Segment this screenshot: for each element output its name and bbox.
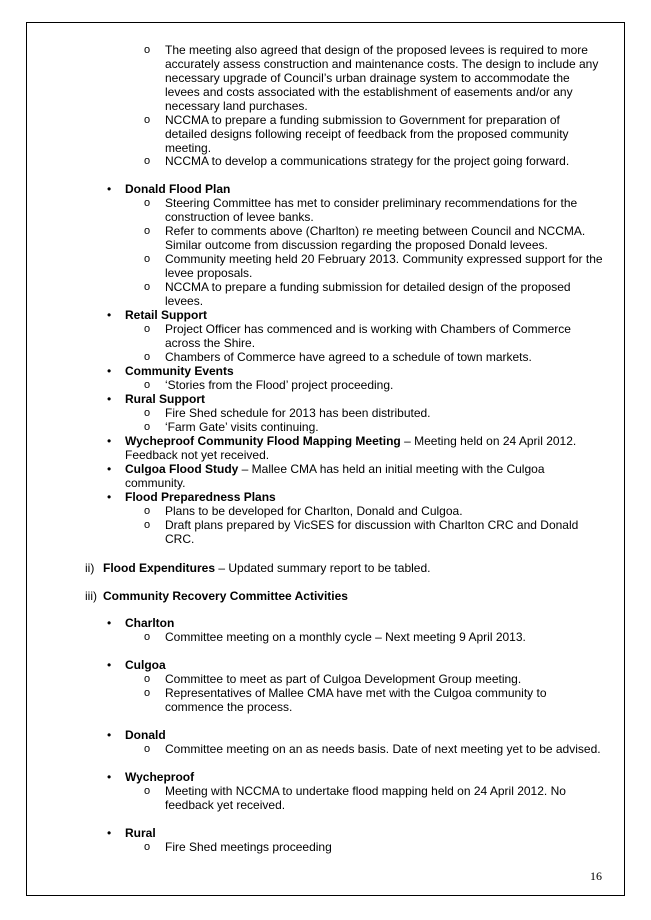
sub-bullet-marker: o <box>144 114 151 126</box>
bullet-marker: • <box>107 364 112 378</box>
bullet-detail: – Mallee CMA has held an initial meeting with the Culgoa <box>238 462 545 476</box>
sub-bullet-marker: o <box>144 281 151 293</box>
bullet-item <box>125 435 576 449</box>
sub-bullet-text: ‘Stories from the Flood’ project proceeding. <box>165 378 394 392</box>
bullet-marker: • <box>107 770 112 784</box>
section-item <box>103 590 348 604</box>
bullet-heading: Culgoa <box>125 658 166 672</box>
sub-bullet-text: NCCMA to develop a communications strategy for the project going forward. <box>165 154 570 168</box>
sub-bullet-text: Committee meeting on an as needs basis. Date of next meeting yet to be advised. <box>165 742 601 756</box>
sub-bullet-marker: o <box>144 421 151 433</box>
sub-bullet-marker: o <box>144 44 151 56</box>
bullet-marker: • <box>107 658 112 672</box>
bullet-marker: • <box>107 434 112 448</box>
sub-bullet-marker: o <box>144 743 151 755</box>
bullet-item <box>125 617 174 631</box>
sub-bullet-text: Draft plans prepared by VicSES for discussion with Charlton CRC and Donald <box>165 518 579 532</box>
bullet-heading: Flood Preparedness Plans <box>125 490 276 504</box>
bullet-item <box>125 183 230 197</box>
sub-bullet-text: accurately assess construction and maintenance costs. The design to include any <box>165 57 599 71</box>
sub-bullet-text: Fire Shed meetings proceeding <box>165 840 332 854</box>
section-number: ii) <box>85 561 95 575</box>
bullet-heading: Community Events <box>125 364 234 378</box>
sub-bullet-text: NCCMA to prepare a funding submission for detailed design of the proposed <box>165 280 571 294</box>
sub-bullet-marker: o <box>144 687 151 699</box>
sub-bullet-marker: o <box>144 225 151 237</box>
sub-bullet-text: CRC. <box>165 532 195 546</box>
sub-bullet-text: The meeting also agreed that design of the proposed levees is required to more <box>165 43 588 57</box>
bullet-item <box>125 827 156 841</box>
sub-bullet-marker: o <box>144 351 151 363</box>
sub-bullet-text: Plans to be developed for Charlton, Donald and Culgoa. <box>165 504 463 518</box>
sub-bullet-marker: o <box>144 505 151 517</box>
sub-bullet-text: Similar outcome from discussion regarding the proposed Donald levees. <box>165 238 548 252</box>
section-number: iii) <box>85 589 97 603</box>
sub-bullet-text: Steering Committee has met to consider preliminary recommendations for the <box>165 196 578 210</box>
bullet-item <box>125 491 276 505</box>
sub-bullet-text: Meeting with NCCMA to undertake flood mapping held on 24 April 2012. No <box>165 784 566 798</box>
bullet-heading: Charlton <box>125 616 175 630</box>
sub-bullet-text: commence the process. <box>165 700 293 714</box>
bullet-heading: Rural <box>125 826 156 840</box>
sub-bullet-text: Community meeting held 20 February 2013. Community expressed support for the <box>165 252 603 266</box>
bullet-detail: – Meeting held on 24 April 2012. <box>400 434 577 448</box>
sub-bullet-text: levees and costs associated with the establishment of easements and/or any <box>165 85 573 99</box>
section-heading: Flood Expenditures <box>103 561 216 575</box>
sub-bullet-marker: o <box>144 841 151 853</box>
bullet-item <box>125 463 545 477</box>
bullet-heading: Rural Support <box>125 392 205 406</box>
sub-bullet-marker: o <box>144 631 151 643</box>
sub-bullet-text: Chambers of Commerce have agreed to a schedule of town markets. <box>165 350 532 364</box>
sub-bullet-marker: o <box>144 785 151 797</box>
sub-bullet-text: across the Shire. <box>165 336 256 350</box>
bullet-item <box>125 729 166 743</box>
sub-bullet-text: Committee to meet as part of Culgoa Development Group meeting. <box>165 672 522 686</box>
bullet-item <box>125 309 207 323</box>
sub-bullet-marker: o <box>144 155 151 167</box>
sub-bullet-text: levee proposals. <box>165 266 253 280</box>
bullet-item <box>125 771 194 785</box>
bullet-marker: • <box>107 728 112 742</box>
sub-bullet-text: necessary upgrade of Council’s urban drainage system to accommodate the <box>165 71 570 85</box>
sub-bullet-text: necessary land purchases. <box>165 99 308 113</box>
sub-bullet-text: construction of levee banks. <box>165 210 314 224</box>
sub-bullet-text: Representatives of Mallee CMA have met with the Culgoa community to <box>165 686 547 700</box>
sub-bullet-text: Project Officer has commenced and is working with Chambers of Commerce <box>165 322 571 336</box>
sub-bullet-text: Fire Shed schedule for 2013 has been distributed. <box>165 406 431 420</box>
sub-bullet-marker: o <box>144 253 151 265</box>
bullet-heading: Donald <box>125 728 166 742</box>
sub-bullet-marker: o <box>144 519 151 531</box>
sub-bullet-text: meeting. <box>165 141 212 155</box>
bullet-marker: • <box>107 616 112 630</box>
bullet-item <box>125 393 205 407</box>
sub-bullet-text: Refer to comments above (Charlton) re meeting between Council and NCCMA. <box>165 224 586 238</box>
sub-bullet-text: Committee meeting on a monthly cycle – Next meeting 9 April 2013. <box>165 630 526 644</box>
bullet-marker: • <box>107 182 112 196</box>
bullet-text-continued: community. <box>125 476 186 490</box>
sub-bullet-text: NCCMA to prepare a funding submission to Government for preparation of <box>165 113 560 127</box>
bullet-heading: Culgoa Flood Study <box>125 462 239 476</box>
section-heading: Community Recovery Committee Activities <box>103 589 348 603</box>
sub-bullet-marker: o <box>144 379 151 391</box>
bullet-item <box>125 659 166 673</box>
sub-bullet-marker: o <box>144 407 151 419</box>
bullet-text-continued: Feedback not yet received. <box>125 448 270 462</box>
sub-bullet-marker: o <box>144 197 151 209</box>
sub-bullet-marker: o <box>144 673 151 685</box>
bullet-heading: Retail Support <box>125 308 208 322</box>
sub-bullet-text: detailed designs following receipt of feedback from the proposed community <box>165 127 569 141</box>
bullet-marker: • <box>107 826 112 840</box>
section-item <box>103 562 430 576</box>
sub-bullet-text: levees. <box>165 294 204 308</box>
bullet-marker: • <box>107 308 112 322</box>
bullet-item <box>125 365 234 379</box>
sub-bullet-marker: o <box>144 323 151 335</box>
bullet-marker: • <box>107 462 112 476</box>
bullet-heading: Wycheproof Community Flood Mapping Meeting <box>125 434 401 448</box>
bullet-heading: Wycheproof <box>125 770 195 784</box>
bullet-marker: • <box>107 490 112 504</box>
sub-bullet-text: feedback yet received. <box>165 798 286 812</box>
sub-bullet-text: ‘Farm Gate’ visits continuing. <box>165 420 319 434</box>
bullet-marker: • <box>107 392 112 406</box>
bullet-heading: Donald Flood Plan <box>125 182 231 196</box>
section-detail: – Updated summary report to be tabled. <box>215 561 431 575</box>
page-number: 16 <box>590 869 602 883</box>
